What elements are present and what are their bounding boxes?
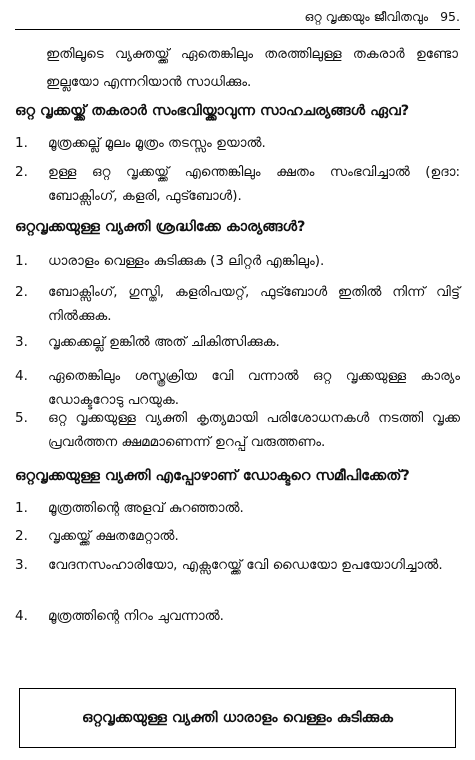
callout-box [19, 688, 456, 748]
item-number: 1. [15, 253, 28, 269]
item-text: വൃക്കയ്ക്ക് ക്ഷതമേറ്റാൽ. [48, 528, 179, 544]
section-heading-2: ഒറ്റവൃക്കയുള്ള വ്യക്തി ശ്രദ്ധിക്കേ കാര്യങ്ങൾ? [15, 219, 306, 235]
running-header [0, 8, 460, 26]
section-heading-1: ഒറ്റ വൃക്കയ്ക്ക് തകരാർ സംഭവിയ്ക്കാവുന്ന സാഹചര്യങ്ങൾ ഏവ? [15, 103, 410, 119]
list-item [15, 364, 460, 412]
list-item [15, 406, 460, 454]
list-item [15, 553, 460, 577]
intro-paragraph: ഇതിലൂടെ വ്യക്തയ്ക്ക് ഏതെങ്കിലും തരത്തിലുള്ള തകരാർ ഉണ്ടോ ഇല്ലയോ എന്നറിയാൻ സാധിക്കും. [46, 46, 458, 90]
item-number: 2. [15, 284, 28, 300]
item-number: 4. [15, 368, 28, 384]
callout-text: ഒറ്റവൃക്കയുള്ള വ്യക്തി ധാരാളം വെള്ളം കുടിക്കുക [82, 710, 393, 726]
item-text: ബോക്സിംഗ്, ഗുസ്തി, കളരിപയറ്റ്, ഫുട്ബോൾ ഇതിൽ നിന്ന് വിട്ട് നിൽക്കുക. [48, 284, 460, 324]
item-number: 5. [15, 410, 28, 426]
item-text: മൂത്രത്തിന്റെ അളവ് കുറഞ്ഞാൽ. [48, 500, 244, 516]
item-text: ഉള്ള ഒറ്റ വൃക്കയ്ക്ക് എന്തെങ്കിലും ക്ഷതം സംഭവിച്ചാൽ (ഉദാ: ബോക്സിംഗ്, കളരി, ഫുട്ബോൾ). [48, 164, 460, 204]
item-text: വൃക്കക്കല്ല് ഉങ്കിൽ അത് ചികിത്സിക്കുക. [48, 334, 280, 350]
item-number: 3. [15, 334, 28, 350]
item-text: ഏതെങ്കിലും ശസ്ത്രക്രിയ വേി വന്നാൽ ഒറ്റ വൃക്കയുള്ള കാര്യം ഡോക്ടറോടു പറയുക. [48, 368, 460, 408]
item-number: 3. [15, 557, 28, 573]
running-title: ഒറ്റ വൃക്കയും ജീവിതവും [304, 9, 429, 24]
item-number: 2. [15, 164, 28, 180]
item-text: മൂത്രക്കല്ല് മൂലം മൂത്രം തടസ്സം ഉയാൽ. [48, 135, 266, 151]
item-number: 1. [15, 500, 28, 516]
list-item [15, 496, 460, 520]
list-item [15, 160, 460, 208]
section-heading-3: ഒറ്റവൃക്കയുള്ള വ്യക്തി എപ്പോഴാണ് ഡോക്ടറെ സമീപിക്കേത്? [15, 468, 410, 484]
page-number: 95. [440, 9, 460, 24]
item-number: 2. [15, 528, 28, 544]
header-rule [15, 29, 460, 30]
item-text: മൂത്രത്തിന്റെ നിറം ചുവന്നാൽ. [48, 608, 224, 624]
list-item [15, 280, 460, 328]
list-item [15, 604, 460, 628]
item-number: 4. [15, 608, 28, 624]
list-item [15, 249, 460, 273]
item-number: 1. [15, 135, 28, 151]
item-text: ഒറ്റ വൃക്കയുള്ള വ്യക്തി കൃത്യമായി പരിശോധനകൾ നടത്തി വൃക്ക പ്രവർത്തന ക്ഷമമാണെന്ന് ഉറപ്പ് വരുത്തണം. [48, 410, 460, 450]
list-item [15, 131, 460, 155]
item-text: വേദനസംഹാരിയോ, എക്സറേയ്ക്ക് വേി ഡൈയോ ഉപയോഗിച്ചാൽ. [48, 557, 443, 573]
list-item [15, 330, 460, 354]
list-item [15, 524, 460, 548]
item-text: ധാരാളം വെള്ളം കുടിക്കുക (3 ലിറ്റർ എങ്കിലും). [48, 253, 325, 269]
